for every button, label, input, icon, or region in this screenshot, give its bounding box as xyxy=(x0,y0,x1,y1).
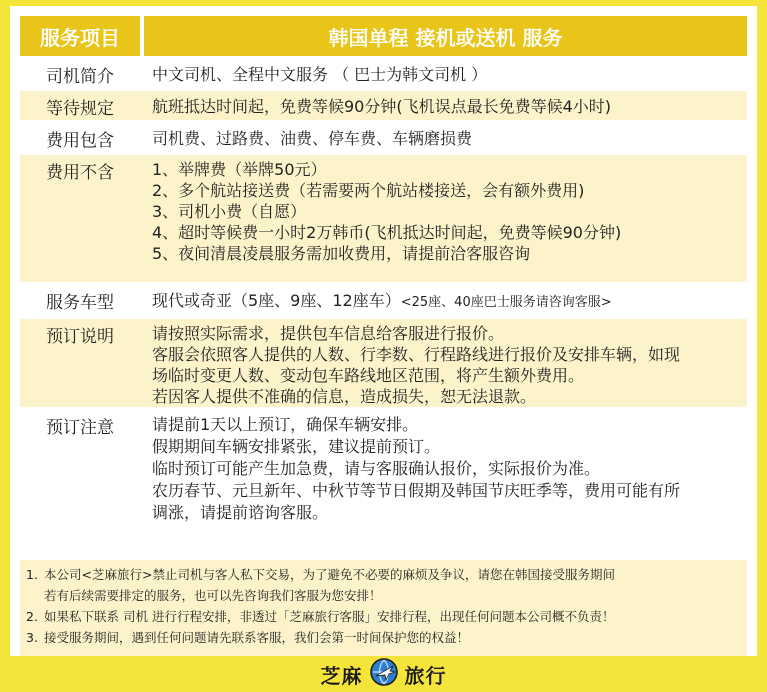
row-text: 若因客人提供不准确的信息，造成损失，恕无法退款。 xyxy=(152,387,537,406)
table-row-excluded xyxy=(20,155,747,285)
row-text: 4、超时等候费一小时2万韩币(飞机抵达时间起，免费等候90分钟) xyxy=(152,223,622,242)
service-card xyxy=(10,6,757,656)
row-text: 5、夜间清晨凌晨服务需加收费用，请提前洽客服咨询 xyxy=(152,244,531,263)
row-text: 农历春节、元旦新年、中秋节等节日假期及韩国节庆旺季等，费用可能有所 xyxy=(152,481,681,500)
row-text: 司机费、过路费、油费、停车费、车辆磨损费 xyxy=(152,129,473,148)
row-label: 服务车型 xyxy=(20,285,140,319)
row-label: 司机简介 xyxy=(20,59,140,91)
row-text: 航班抵达时间起，免费等候90分钟(飞机误点最长免费等候4小时) xyxy=(152,97,612,116)
row-text: 客服会依照客人提供的人数、行李数、行程路线进行报价及安排车辆，如现 xyxy=(152,345,681,364)
table-row-included xyxy=(20,123,747,155)
row-text: 1、举牌费（举牌50元） xyxy=(152,160,327,179)
row-label: 预订说明 xyxy=(20,319,140,410)
row-text: 假期期间车辆安排紧张，建议提前预订。 xyxy=(152,437,441,456)
note-item: 2. 如果私下联系 司机 进行行程安排，非透过「芝麻旅行客服」安排行程，出现任何问题本公司概不负责！ xyxy=(26,609,615,624)
row-text: 现代或奇亚（5座、9座、12座车） xyxy=(152,291,401,310)
row-text: 3、司机小费（自愿） xyxy=(152,202,307,221)
row-text: 调涨，请提前谘询客服。 xyxy=(152,503,329,522)
row-label: 费用包含 xyxy=(20,123,140,155)
note-item: 3. 接受服务期间，遇到任何问题请先联系客服，我们会第一时间保护您的权益！ xyxy=(26,630,470,645)
row-label: 费用不含 xyxy=(20,155,140,285)
row-text: 中文司机、全程中文服务 （ 巴士为韩文司机 ） xyxy=(152,65,488,84)
service-table xyxy=(20,16,747,532)
table-row-driver xyxy=(20,59,747,91)
brand-logo: 芝麻 旅行 xyxy=(0,656,767,692)
table-header xyxy=(20,16,747,59)
header-col-item: 服务项目 xyxy=(20,16,140,59)
row-label: 等待规定 xyxy=(20,91,140,123)
row-label: 预订注意 xyxy=(20,410,140,532)
table-row-booking-info xyxy=(20,319,747,410)
table-row-booking-notes xyxy=(20,410,747,532)
row-text: 2、多个航站接送费（若需要两个航站楼接送，会有额外费用) xyxy=(152,181,585,200)
note-item: 1. 本公司<芝麻旅行>禁止司机与客人私下交易，为了避免不必要的麻烦及争议，请您在韩国接受服务期间 若有后续需要排定的服务，也可以先咨询我们客服为您安排！ xyxy=(26,567,615,603)
header-col-service: 韩国单程 接机或送机 服务 xyxy=(140,16,747,59)
row-text: 场临时变更人数、变动包车路线地区范围，将产生额外费用。 xyxy=(152,366,585,385)
table-row-waiting xyxy=(20,91,747,123)
row-note: <25座、40座巴士服务请咨询客服> xyxy=(400,295,612,310)
row-text: 请按照实际需求，提供包车信息给客服进行报价。 xyxy=(152,324,505,343)
table-row-vehicle xyxy=(20,285,747,319)
row-text: 临时预订可能产生加急费，请与客服确认报价，实际报价为准。 xyxy=(152,459,601,478)
globe-plane-icon xyxy=(369,657,399,692)
row-text: 请提前1天以上预订，确保车辆安排。 xyxy=(152,415,419,434)
disclaimer-notes xyxy=(20,560,747,656)
